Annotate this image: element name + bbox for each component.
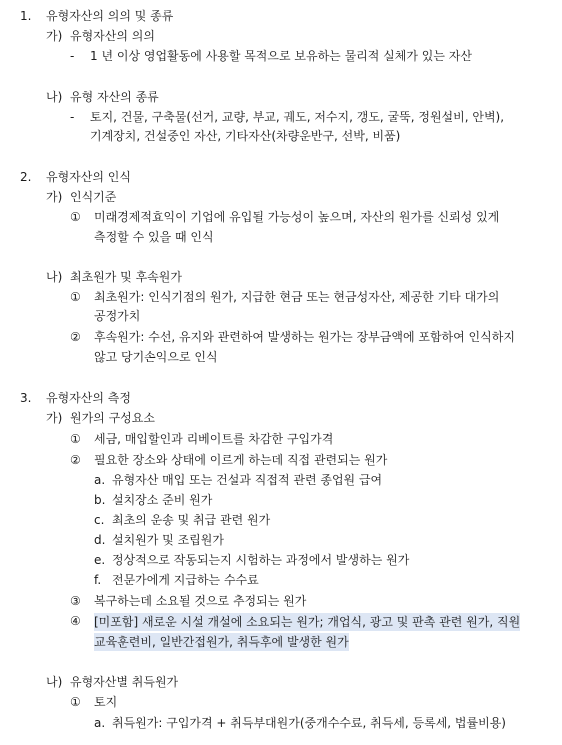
section-2b-title: 최초원가 및 후속원가 (70, 270, 182, 284)
list-item-text: 유형자산 매입 또는 건설과 직접적 관련 종업원 급여 (112, 473, 383, 487)
section-1b-title: 유형 자산의 종류 (70, 90, 159, 104)
section-2-title: 유형자산의 인식 (46, 170, 131, 184)
section-3a1-text: 세금, 매입할인과 리베이트를 차감한 구입가격 (94, 432, 334, 446)
section-1a-marker: 가) (46, 29, 63, 43)
section-1-number: 1. (20, 9, 32, 23)
section-3a1-marker: ① (70, 432, 81, 446)
list-item-marker: e. (94, 553, 106, 567)
section-2a1-text-line2: 측정할 수 있을 때 인식 (94, 230, 214, 244)
section-3a-marker: 가) (46, 411, 63, 425)
section-1b-text-line1: 토지, 건물, 구축물(선거, 교량, 부교, 궤도, 저수지, 갱도, 굴뚝, 정원설비, 안벽), (90, 110, 505, 124)
section-3a-title: 원가의 구성요소 (70, 411, 155, 425)
section-3a2-text: 필요한 장소와 상태에 이르게 하는데 직접 관련되는 원가 (94, 453, 388, 467)
section-2b2-text-line2: 않고 당기손익으로 인식 (94, 350, 218, 364)
section-1b-dash: - (70, 110, 75, 124)
list-item-marker: f. (94, 573, 102, 587)
section-2a-title: 인식기준 (70, 190, 117, 204)
section-3b-title: 유형자산별 취득원가 (70, 675, 179, 689)
section-2a1-text-line1: 미래경제적효익이 기업에 유입될 가능성이 높으며, 자산의 원가를 신뢰성 있게 (94, 210, 500, 224)
section-3-title: 유형자산의 측정 (46, 391, 131, 405)
list-item-marker: c. (94, 513, 105, 527)
section-2b2-marker: ② (70, 330, 81, 344)
section-2b1-text-line2: 공정가치 (94, 309, 141, 323)
section-3a3-marker: ③ (70, 594, 81, 608)
section-3b1-marker: ① (70, 695, 81, 709)
list-item-text: 설치장소 준비 원가 (112, 493, 213, 507)
section-2b-marker: 나) (46, 270, 63, 284)
section-3b1a-marker: a. (94, 716, 106, 730)
section-2a-marker: 가) (46, 190, 63, 204)
highlighted-text-line1: [미포함] 새로운 시설 개설에 소요되는 원가; 개업식, 광고 및 판촉 관련 원가, 직원 (94, 615, 521, 629)
section-1b-text-line2: 기계장치, 건설중인 자산, 기타자산(차량운반구, 선박, 비품) (90, 129, 401, 143)
section-3a4-marker: ④ (70, 614, 81, 628)
section-3b1a-text: 취득원가: 구입가격 + 취득부대원가(중개수수료, 취득세, 등록세, 법률비용) (112, 716, 506, 730)
list-item-marker: b. (94, 493, 106, 507)
section-1a-title: 유형자산의 의의 (70, 29, 155, 43)
list-item-marker: a. (94, 473, 106, 487)
section-3a2-marker: ② (70, 453, 81, 467)
section-1b-marker: 나) (46, 90, 63, 104)
list-item-text: 최초의 운송 및 취급 관련 원가 (112, 513, 271, 527)
section-2a1-marker: ① (70, 210, 81, 224)
section-2b1-marker: ① (70, 290, 81, 304)
section-1a-dash: - (70, 49, 75, 63)
list-item-marker: d. (94, 533, 106, 547)
section-1-title: 유형자산의 의의 및 종류 (46, 9, 174, 23)
section-3-number: 3. (20, 391, 32, 405)
list-item-text: 전문가에게 지급하는 수수료 (112, 573, 259, 587)
section-2b2-text-line1: 후속원가: 수선, 유지와 관련하여 발생하는 원가는 장부금액에 포함하여 인식하지 (94, 330, 515, 344)
highlighted-text-line2: 교육훈련비, 일반간접원가, 취득후에 발생한 원가 (94, 635, 349, 649)
section-3b-marker: 나) (46, 675, 63, 689)
list-item-text: 설치원가 및 조립원가 (112, 533, 224, 547)
section-1a-text: 1 년 이상 영업활동에 사용할 목적으로 보유하는 물리적 실체가 있는 자산 (90, 49, 472, 63)
section-3a3-text: 복구하는데 소요될 것으로 추정되는 원가 (94, 594, 307, 608)
section-2b1-text-line1: 최초원가: 인식기점의 원가, 지급한 현금 또는 현금성자산, 제공한 기타 대가의 (94, 290, 500, 304)
list-item-text: 정상적으로 작동되는지 시험하는 과정에서 발생하는 원가 (112, 553, 410, 567)
section-3b1-title: 토지 (94, 695, 118, 709)
section-2-number: 2. (20, 170, 32, 184)
